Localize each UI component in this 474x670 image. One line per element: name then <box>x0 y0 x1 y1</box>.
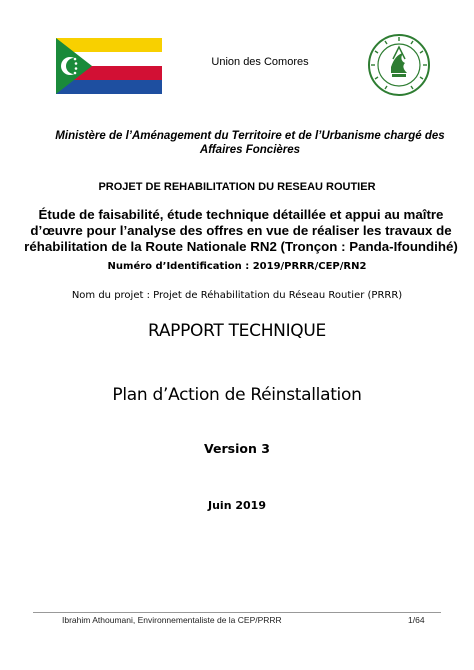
country-name: Union des Comores <box>211 56 309 68</box>
flag-stripe-yellow <box>56 38 162 52</box>
report-date: Juin 2019 <box>208 499 266 512</box>
national-seal-image <box>367 33 431 97</box>
version-label: Version 3 <box>204 441 270 456</box>
project-title: PROJET DE REHABILITATION DU RESEAU ROUTIER <box>98 181 376 193</box>
page-number: 1/64 <box>408 615 425 625</box>
seal-base-emblem <box>392 74 406 77</box>
identification-number: Numéro d’Identification : 2019/PRRR/CEP/RN2 <box>107 261 367 272</box>
project-name: Nom du projet : Projet de Réhabilitation du Réseau Routier (PRRR) <box>71 290 403 301</box>
report-subject: Plan d’Action de Réinstallation <box>112 385 362 405</box>
ministry-name: Ministère de l’Aménagement du Territoire et de l’Urbanisme chargé des Affaires Foncières <box>55 130 445 156</box>
footer-divider <box>33 612 441 613</box>
comoros-flag-image <box>56 38 162 94</box>
flag-crescent-inner <box>66 58 82 74</box>
study-title: Étude de faisabilité, étude technique détaillée et appui au maître d’œuvre pour l’analyse des offres en vue de réaliser les travaux de réhabilitation de la Route Nationale RN2 (Tronçon : Panda-Ifoundihé) <box>24 207 458 254</box>
footer-author: Ibrahim Athoumani, Environnementaliste de la CEP/PRRR <box>62 615 282 625</box>
report-type: RAPPORT TECHNIQUE <box>148 321 326 341</box>
seal-crescent-emblem <box>391 53 407 73</box>
flag-stripe-blue <box>56 80 162 94</box>
